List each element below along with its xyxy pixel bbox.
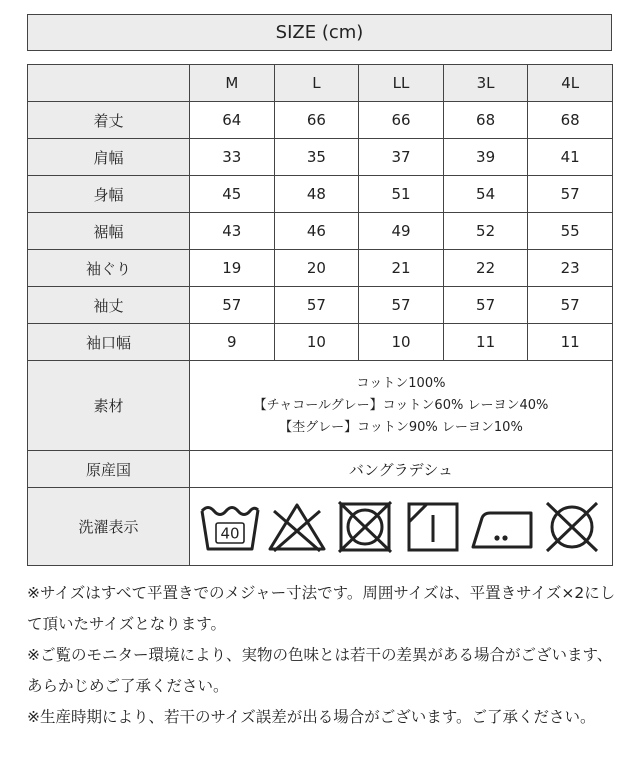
washing-row bbox=[28, 488, 613, 566]
material-label: 素材 bbox=[28, 361, 190, 451]
table-cell: 64 bbox=[190, 102, 275, 139]
no-bleach-icon bbox=[266, 501, 328, 553]
table-cell: 57 bbox=[359, 287, 444, 324]
material-line: コットン100% bbox=[356, 375, 446, 391]
table-cell: 23 bbox=[528, 250, 613, 287]
table-row bbox=[28, 324, 613, 361]
no-dry-clean-icon bbox=[541, 501, 603, 553]
no-tumble-dry-icon bbox=[334, 501, 396, 553]
table-cell: 39 bbox=[443, 139, 528, 176]
size-header-3l: 3L bbox=[443, 65, 528, 102]
table-cell: 10 bbox=[359, 324, 444, 361]
table-cell: 20 bbox=[274, 250, 359, 287]
table-cell: 37 bbox=[359, 139, 444, 176]
row-label: 着丈 bbox=[28, 102, 190, 139]
size-header-row bbox=[28, 65, 613, 102]
wash-40-icon bbox=[199, 501, 261, 553]
origin-row bbox=[28, 451, 613, 488]
table-row bbox=[28, 102, 613, 139]
table-cell: 35 bbox=[274, 139, 359, 176]
table-cell: 57 bbox=[190, 287, 275, 324]
table-cell: 11 bbox=[528, 324, 613, 361]
drip-dry-shade-icon bbox=[402, 501, 464, 553]
table-row bbox=[28, 176, 613, 213]
size-title: SIZE (cm) bbox=[27, 14, 612, 51]
table-cell: 51 bbox=[359, 176, 444, 213]
table-cell: 45 bbox=[190, 176, 275, 213]
row-label: 裾幅 bbox=[28, 213, 190, 250]
table-cell: 68 bbox=[443, 102, 528, 139]
notes bbox=[27, 578, 617, 733]
table-cell: 57 bbox=[528, 176, 613, 213]
row-label: 身幅 bbox=[28, 176, 190, 213]
size-header-m: M bbox=[190, 65, 275, 102]
material-cell bbox=[190, 361, 613, 451]
origin-label: 原産国 bbox=[28, 451, 190, 488]
note-color: ※ご覧のモニター環境により、実物の色味とは若干の差異がある場合がございます、あらかじめご了承ください。 bbox=[27, 646, 613, 695]
table-row bbox=[28, 250, 613, 287]
row-label: 袖丈 bbox=[28, 287, 190, 324]
table-row bbox=[28, 139, 613, 176]
table-cell: 55 bbox=[528, 213, 613, 250]
material-line: 【チャコールグレー】コットン60% レーヨン40% bbox=[253, 397, 549, 413]
table-cell: 10 bbox=[274, 324, 359, 361]
material-row bbox=[28, 361, 613, 451]
table-cell: 43 bbox=[190, 213, 275, 250]
row-label: 肩幅 bbox=[28, 139, 190, 176]
table-cell: 57 bbox=[528, 287, 613, 324]
size-header-ll: LL bbox=[359, 65, 444, 102]
table-cell: 33 bbox=[190, 139, 275, 176]
origin-value: バングラデシュ bbox=[190, 451, 613, 488]
table-cell: 66 bbox=[274, 102, 359, 139]
table-cell: 11 bbox=[443, 324, 528, 361]
table-cell: 57 bbox=[443, 287, 528, 324]
note-production: ※生産時期により、若干のサイズ誤差が出る場合がございます。ご了承ください。 bbox=[27, 708, 596, 726]
row-label: 袖口幅 bbox=[28, 324, 190, 361]
header-corner-cell bbox=[28, 65, 190, 102]
material-line: 【杢グレー】コットン90% レーヨン10% bbox=[279, 419, 523, 435]
table-cell: 68 bbox=[528, 102, 613, 139]
row-label: 袖ぐり bbox=[28, 250, 190, 287]
table-row bbox=[28, 287, 613, 324]
table-cell: 52 bbox=[443, 213, 528, 250]
iron-low-icon bbox=[469, 501, 535, 553]
table-cell: 48 bbox=[274, 176, 359, 213]
table-cell: 57 bbox=[274, 287, 359, 324]
table-cell: 66 bbox=[359, 102, 444, 139]
table-cell: 46 bbox=[274, 213, 359, 250]
table-cell: 9 bbox=[190, 324, 275, 361]
size-table bbox=[27, 64, 613, 566]
size-header-4l: 4L bbox=[528, 65, 613, 102]
table-row bbox=[28, 213, 613, 250]
table-cell: 54 bbox=[443, 176, 528, 213]
washing-icons-cell bbox=[190, 488, 613, 566]
table-cell: 41 bbox=[528, 139, 613, 176]
table-cell: 21 bbox=[359, 250, 444, 287]
table-cell: 19 bbox=[190, 250, 275, 287]
washing-label: 洗濯表示 bbox=[28, 488, 190, 566]
table-cell: 49 bbox=[359, 213, 444, 250]
note-size: ※サイズはすべて平置きでのメジャー寸法です。周囲サイズは、平置きサイズ×2にして頂いたサイズとなります。 bbox=[27, 584, 616, 633]
size-header-l: L bbox=[274, 65, 359, 102]
table-cell: 22 bbox=[443, 250, 528, 287]
wash-temp-label: 40 bbox=[220, 524, 240, 542]
